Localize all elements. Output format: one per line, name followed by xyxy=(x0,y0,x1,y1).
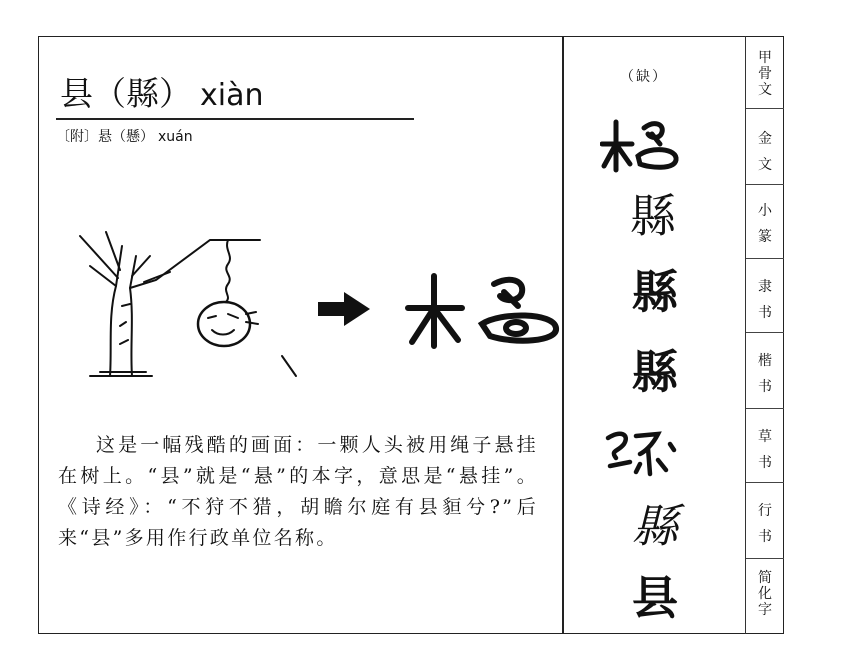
label-separator xyxy=(746,558,784,559)
appendix-characters: 〔附〕悬（懸） xyxy=(56,129,154,145)
simplified-glyph: 县 xyxy=(632,571,678,625)
description-paragraph xyxy=(58,430,538,554)
bronze-glyph xyxy=(600,118,680,174)
appendix-line xyxy=(56,126,193,146)
label-separator xyxy=(746,108,784,109)
label-separator xyxy=(746,184,784,185)
label-oracle: 甲骨文 xyxy=(758,50,772,98)
description-text: 这是一幅残酷的画面：一颗人头被用绳子悬挂在树上。“县”就是“悬”的本字，意思是“悬挂”。《诗经》：“不狩不猎，胡瞻尔庭有县貆兮?”后来“县”多用作行政单位名称。 xyxy=(58,434,538,549)
appendix-pinyin: xuán xyxy=(158,129,193,145)
oracle-glyph-large xyxy=(404,272,564,352)
cursive-glyph xyxy=(600,424,680,480)
small-seal-glyph: 縣 xyxy=(630,189,680,243)
oracle-missing-note: （缺） xyxy=(620,69,668,85)
tree-hanging-head-illustration xyxy=(60,226,300,386)
regular-glyph: 縣 xyxy=(632,345,678,399)
running-glyph: 縣 xyxy=(632,499,678,553)
label-cursive: 草书 xyxy=(758,429,772,471)
label-clerical: 隶书 xyxy=(758,279,772,321)
headword xyxy=(60,74,264,116)
header-rule xyxy=(56,118,414,120)
label-bronze: 金文 xyxy=(758,131,772,173)
script-labels-column xyxy=(746,36,784,634)
label-running: 行书 xyxy=(758,503,772,545)
label-simplified: 简化字 xyxy=(758,570,772,618)
label-separator xyxy=(746,408,784,409)
label-separator xyxy=(746,258,784,259)
headword-pinyin: xiàn xyxy=(200,78,264,113)
label-regular: 楷书 xyxy=(758,353,772,395)
arrow-right-icon xyxy=(318,292,370,326)
clerical-glyph: 縣 xyxy=(632,265,678,319)
label-separator xyxy=(746,482,784,483)
headword-characters: 县（縣） xyxy=(60,74,192,113)
label-small-seal: 小篆 xyxy=(758,203,772,245)
label-separator xyxy=(746,332,784,333)
